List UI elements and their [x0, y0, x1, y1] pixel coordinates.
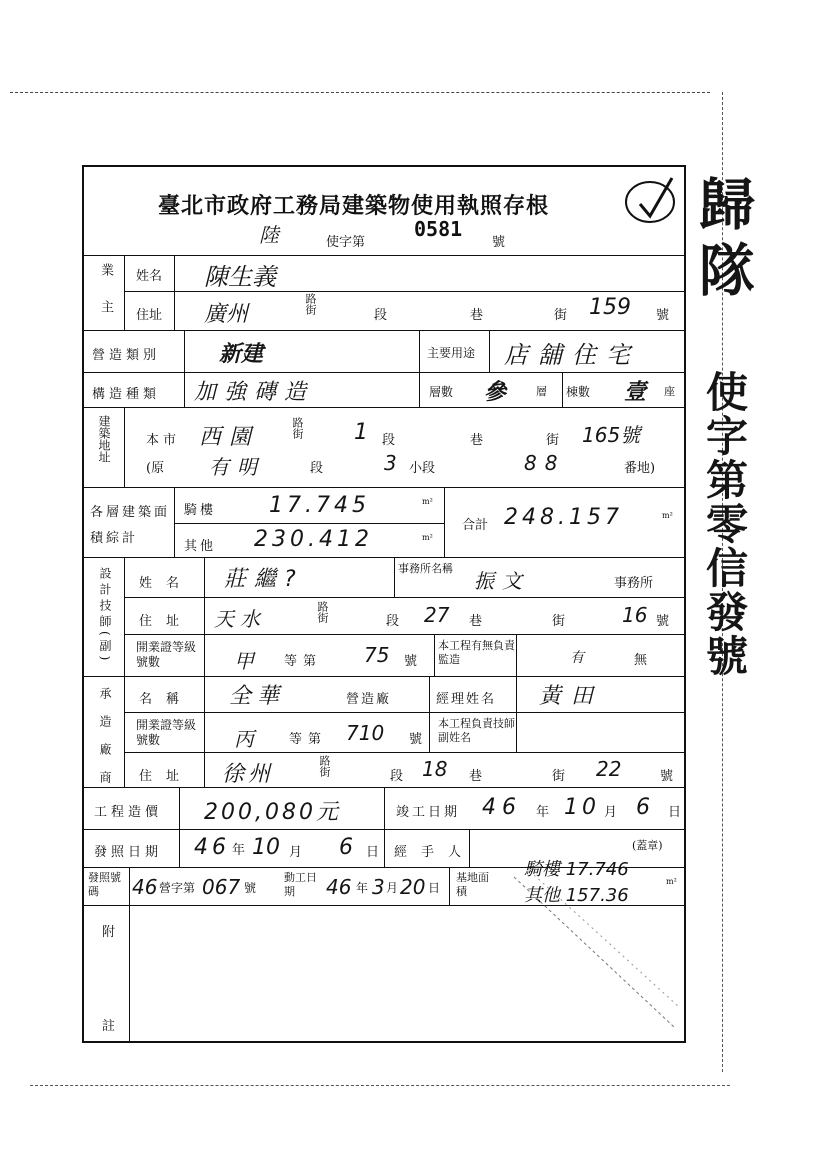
cost-value: 200,080元 — [204, 800, 341, 825]
total-label: 合計 — [462, 518, 489, 533]
contractor-license-grade: 丙 — [234, 727, 254, 751]
designer-license-no: 75 — [364, 643, 390, 667]
designer-addr-label: 住址 — [139, 614, 194, 629]
contractor-name-label: 名稱 — [139, 692, 194, 707]
contractor-manager-label: 經理姓名 — [436, 692, 497, 707]
designer-resp-none: 無 — [634, 653, 648, 668]
permit-no-prefix: 46 — [132, 875, 158, 899]
build-use-value: 店舖住宅 — [504, 341, 640, 369]
floors-label: 層數 — [429, 385, 454, 399]
site-seg-label: 段 — [382, 433, 396, 448]
other-label: 其他 — [184, 539, 217, 554]
site-road-label: 路街 — [291, 417, 304, 439]
cost-label: 工程造價 — [94, 805, 163, 820]
contractor-hao-label: 號 — [660, 769, 674, 784]
scan-edge-top — [10, 92, 710, 93]
designer-license-mid: 等第 — [284, 654, 323, 669]
designer-name-value: 莊繼? — [224, 567, 304, 592]
contractor-road-label: 路街 — [318, 755, 331, 777]
contractor-factory-label: 營造廠 — [346, 692, 392, 707]
designer-office-suffix: 事務所 — [614, 576, 654, 591]
notes-label-2: 註 — [102, 1019, 116, 1034]
owner-seg-label: 段 — [374, 308, 388, 323]
base-value-2: 其他 157.36 — [524, 885, 629, 906]
build-use-label: 主要用途 — [427, 346, 476, 360]
total-unit: m² — [662, 511, 673, 520]
owner-lane-label: 巷 — [470, 308, 484, 323]
designer-seg-label: 段 — [386, 614, 400, 629]
done-d-unit: 日 — [668, 805, 682, 820]
prefix-label: 使字第 — [326, 235, 366, 250]
bldg-count-label: 棟數 — [566, 385, 591, 399]
suffix-label: 號 — [492, 235, 506, 250]
contractor-addr-label: 住址 — [139, 769, 194, 784]
site-side-label: 建築地址 — [97, 415, 111, 463]
total-value: 248.157 — [504, 505, 623, 530]
site-orig-seg-label: 段 — [310, 461, 324, 476]
notes-label-1: 附 — [102, 925, 116, 940]
start-d-char: 日 — [428, 881, 441, 895]
start-y-char: 年 — [356, 881, 369, 895]
issue-month: 10 — [252, 835, 280, 860]
scan-edge-bottom — [30, 1085, 730, 1086]
site-road-value: 西園 — [199, 425, 260, 450]
contractor-lane-value: 18 — [422, 757, 448, 781]
contractor-side-label: 承造廠商 — [98, 687, 112, 799]
start-year: 46 — [326, 875, 352, 899]
designer-name-label: 姓名 — [139, 576, 194, 591]
designer-road-label: 路街 — [316, 601, 329, 623]
designer-number-value: 16 — [622, 603, 648, 627]
floors-unit: 層 — [536, 385, 547, 398]
bldg-count-value: 壹 — [624, 380, 647, 405]
contractor-license-label: 開業證等級號數 — [136, 718, 197, 747]
done-day: 6 — [636, 795, 650, 820]
permit-word: 營字第 — [159, 881, 196, 895]
designer-hao-label: 號 — [656, 614, 670, 629]
start-month: 3 — [372, 875, 385, 899]
arcade-value: 17.745 — [269, 493, 370, 518]
contractor-name-value: 全華 — [229, 684, 286, 709]
owner-side-label: 業主 — [98, 263, 113, 337]
structure-label: 構造種類 — [92, 387, 161, 402]
owner-name-value: 陳生義 — [204, 263, 276, 291]
contractor-license-end: 號 — [409, 732, 423, 747]
site-lot-value: 88 — [524, 451, 566, 475]
issue-m-char: 月 — [289, 845, 303, 860]
owner-hao-label: 號 — [656, 308, 670, 323]
margin-small-text: 使字第零信發號 — [700, 370, 749, 678]
contractor-license-no: 710 — [346, 721, 385, 745]
contractor-street-label: 街 — [552, 769, 566, 784]
owner-name-label: 姓名 — [136, 269, 163, 284]
designer-office-label: 事務所名稱 — [398, 562, 453, 575]
site-orig-value: 有明 — [209, 455, 265, 479]
permit-no-end: 號 — [244, 881, 257, 895]
designer-license-end: 號 — [404, 654, 418, 669]
other-value: 230.412 — [254, 527, 373, 552]
contractor-seg-label: 段 — [390, 769, 404, 784]
designer-license-grade: 甲 — [234, 649, 254, 673]
other-unit: m² — [422, 533, 433, 542]
done-label: 竣工日期 — [396, 805, 461, 820]
base-value-1: 騎樓 17.746 — [524, 859, 629, 880]
permit-prefix-hand: 陸 — [259, 223, 279, 247]
permit-label: 發照號碼 — [88, 871, 121, 898]
bldg-unit: 座 — [664, 385, 675, 398]
start-m-char: 月 — [386, 881, 399, 895]
owner-street-label: 街 — [554, 308, 568, 323]
designer-addr-value: 天水 — [214, 607, 266, 631]
issue-label: 發照日期 — [94, 845, 163, 860]
owner-addr-value: 廣州 — [204, 302, 249, 327]
site-lot-label: 番地) — [624, 461, 656, 476]
site-number-value: 165號 — [582, 423, 641, 447]
contractor-lane-label: 巷 — [469, 769, 483, 784]
issue-y-char: 年 — [232, 843, 246, 858]
base-unit: m² — [666, 877, 677, 886]
base-label: 基地面積 — [456, 871, 489, 898]
site-lane-label: 巷 — [470, 433, 484, 448]
contractor-license-mid: 等第 — [289, 732, 328, 747]
start-label: 動工日期 — [284, 871, 317, 898]
designer-license-label: 開業證等級號數 — [136, 640, 197, 669]
done-m-unit: 月 — [604, 805, 618, 820]
arcade-unit: m² — [422, 497, 433, 506]
contractor-manager-value: 黃田 — [539, 684, 604, 709]
owner-addr-label: 住址 — [136, 308, 163, 323]
designer-office-value: 振文 — [474, 569, 530, 593]
arcade-label: 騎樓 — [184, 503, 217, 518]
designer-resp-label: 本工程有無負責監造 — [438, 639, 515, 666]
owner-road-label: 路街 — [304, 293, 317, 315]
done-y-unit: 年 — [536, 805, 550, 820]
site-city-label: 本市 — [146, 433, 181, 448]
margin-big-text: 歸隊 — [690, 175, 755, 307]
site-street-label: 街 — [546, 433, 560, 448]
site-sub-label: 小段 — [409, 461, 436, 476]
start-day: 20 — [400, 875, 426, 899]
structure-value: 加強磚造 — [194, 380, 315, 405]
designer-lane-label: 巷 — [469, 614, 483, 629]
contractor-addr-value: 徐州 — [222, 762, 275, 787]
done-month: 10 — [564, 795, 600, 820]
build-type-label: 營造類別 — [92, 348, 161, 363]
area-side-label: 各層建築面積綜計 — [90, 505, 171, 546]
site-orig-label: (原 — [146, 461, 165, 476]
designer-side-label: 設計技師(副) — [98, 567, 112, 665]
designer-street-label: 街 — [552, 614, 566, 629]
designer-lane-value: 27 — [424, 603, 450, 627]
issue-year: 46 — [194, 835, 230, 860]
handler-label: 經手人 — [394, 845, 476, 860]
scan-streak — [504, 867, 684, 1037]
done-year: 46 — [482, 795, 522, 820]
site-sub-value: 3 — [384, 451, 397, 475]
form-title: 臺北市政府工務局建築物使用執照存根 — [158, 193, 550, 219]
floors-value: 參 — [484, 380, 507, 405]
seal-label: (蓋章) — [632, 839, 663, 852]
build-type-value: 新建 — [219, 342, 264, 367]
issue-d-char: 日 — [366, 845, 380, 860]
designer-resp-value: 有 — [570, 650, 584, 666]
contractor-number-value: 22 — [596, 757, 622, 781]
site-seg-value: 1 — [354, 420, 368, 445]
issue-day: 6 — [339, 835, 353, 860]
permit-no: 067 — [202, 875, 241, 899]
contractor-tech-label: 本工程負責技師副姓名 — [438, 717, 515, 744]
permit-number: 0581 — [414, 217, 463, 241]
owner-number-value: 159 — [589, 295, 631, 320]
permit-form — [82, 165, 686, 1043]
